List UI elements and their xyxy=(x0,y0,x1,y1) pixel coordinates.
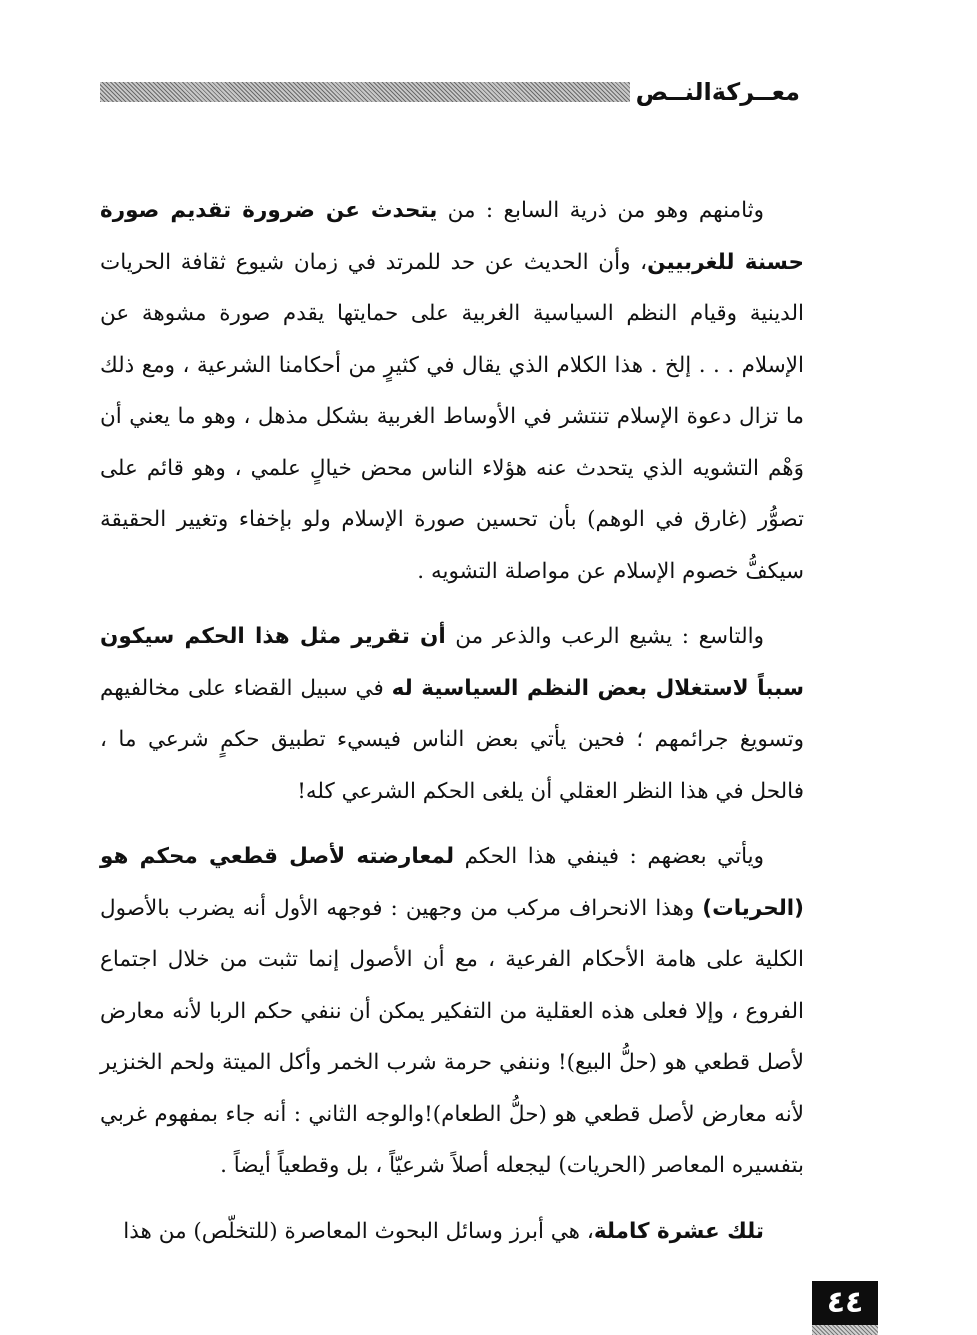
emphasis: أن تقرير مثل هذا الحكم سيكون سبباً لاستغلال بعض النظم السياسية له xyxy=(100,624,804,701)
emphasis: يتحدث عن ضرورة تقديم صورة حسنة للغربيين xyxy=(100,198,804,275)
paragraph-eighth: وثامنهم وهو من ذرية السابع : من يتحدث عن ضرورة تقديم صورة حسنة للغربيين، وأن الحديث عن حد للمرتد في زمان شيوع ثقافة الحريات الدينية وقيام النظم السياسية الغربية على حمايتها يقدم صورة مشوهة عن الإسلام . . . إلخ . هذا الكلام الذي يقال في كثيرٍ من أحكامنا الشرعية ، ومع ذلك ما تزال دعوة الإسلام تنتشر في الأوساط الغربية بشكل مذهل ، وهو ما يعني أن وَهْم التشويه الذي يتحدث عنه هؤلاء الناس محض خيالٍ علمي ، وهو قائم على تصوُّر (غارق في الوهم) بأن تحسين صورة الإسلام ولو بإخفاء وتغيير الحقيقة سيكفُّ خصوم الإسلام عن مواصلة التشويه . xyxy=(100,198,804,584)
body-text xyxy=(100,185,804,1257)
page-number: ٤٤ xyxy=(812,1281,878,1325)
paragraph-some: ويأتي بعضهم : فينفي هذا الحكم لمعارضته لأصل قطعي محكم هو (الحريات) وهذا الانحراف مركب من وجهين : فوجهه الأول أنه يضرب بالأصول الكلية على هامة الأحكام الفرعية ، مع أن الأصول إنما تثبت من خلال اجتماع الفروع ، وإلا فعلى هذه العقلية من التفكير يمكن أن ننفي حكم الربا لأنه معارض لأصل قطعي هو (حلُّ البيع)! وننفي حرمة شرب الخمر وأكل الميتة ولحم الخنزير لأنه معارض لأصل قطعي هو (حلُّ الطعام)!والوجه الثاني : أنه جاء بمفهوم غربي بتفسيره المعاصر (الحريات) ليجعله أصلاً شرعيّاً ، بل وقطعياً أيضاً . xyxy=(100,844,804,1178)
header-decorative-bar xyxy=(100,82,630,102)
running-header xyxy=(100,78,800,110)
emphasis: تلك عشرة كاملة xyxy=(593,1218,764,1244)
emphasis: لمعارضته لأصل قطعي محكم هو (الحريات) xyxy=(100,844,804,921)
paragraph-summary: تلك عشرة كاملة، هي أبرز وسائل البحوث المعاصرة (للتخلّص) من هذا xyxy=(123,1218,764,1244)
paragraph-ninth: والتاسع : يشيع الرعب والذعر من أن تقرير مثل هذا الحكم سيكون سبباً لاستغلال بعض النظم السياسية له في سبيل القضاء على مخالفيهم وتسويغ جرائمهم ؛ فحين يأتي بعض الناس فيسيء تطبيق حكمٍ شرعي ما ، فالحل في هذا النظر العقلي أن يلغى الحكم الشرعي كله! xyxy=(100,624,804,804)
header-title: معــركةالنــص xyxy=(635,78,800,106)
